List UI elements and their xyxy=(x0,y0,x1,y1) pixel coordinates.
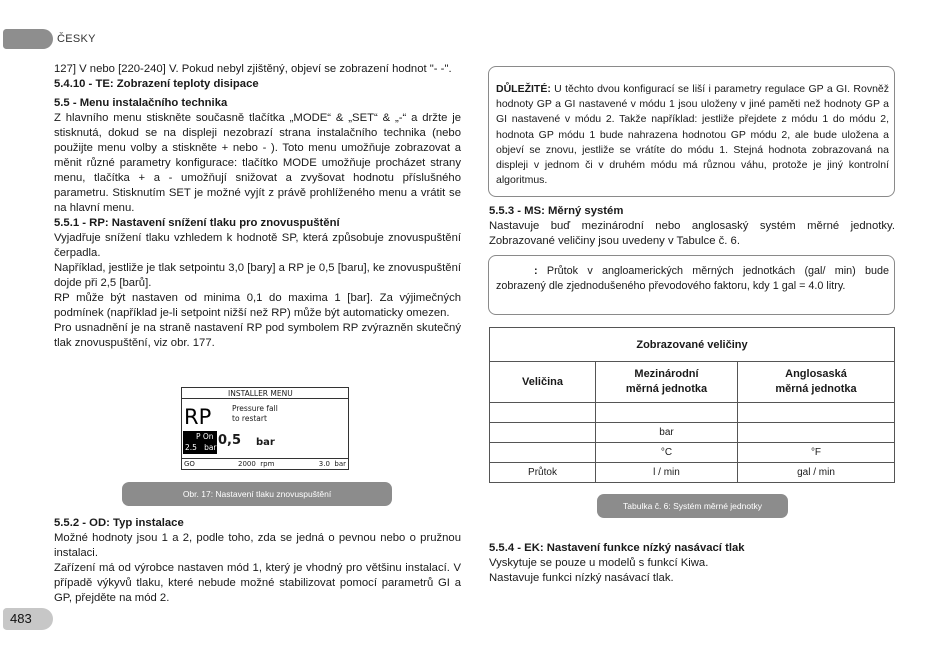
paragraph-5-5-1-a: Vyjadřuje snížení tlaku vzhledem k hodnotě SP, která způsobuje znovuspuštění čerpadla. xyxy=(54,232,461,259)
table-cell: °C xyxy=(596,443,738,463)
flow-note-body: Průtok v angloamerických měrných jednotkách (gal/ min) bude zobrazený dle zjednodušeného převodového faktoru, kdy 1 gal = 4.0 litry. xyxy=(496,265,889,293)
language-label: ČESKY xyxy=(57,33,96,45)
display-restart-pressure xyxy=(183,431,217,454)
table-header-anglo-line-1: Anglosaská xyxy=(785,368,847,380)
language-tab xyxy=(3,29,53,49)
important-note-text xyxy=(496,82,889,188)
paragraph-5-5-4-a: Vyskytuje se pouze u modelů s funkcí Kiwa. xyxy=(489,557,709,569)
display-title: INSTALLER MENU xyxy=(182,388,348,399)
paragraph-5-5-3: Nastavuje buď mezinárodní nebo anglosaský systém měrné jednotky. Zobrazované veličiny jsou uvedeny v Tabulce č. 6. xyxy=(489,220,895,247)
paragraph-5-5: Z hlavního menu stiskněte současně tlačítka „MODE“ & „SET“ & „-“ a držte je stisknutá, dokud se na displeji nezobrazí strana instalačního technika (nebo použijte menu volby a stiskněte + nebo - ). Toto menu umožňuje zobrazovat a měnit různé parametry konfigurace: tlačítko MODE umožňuje procházet strany menu, tlačítka + a - umožňují snižovat a zvyšovat hodnotu příslušného parametru. Stisknutím SET je možné vyjít z právě prohlíženého menu a vrátit se na hlavní menu. xyxy=(54,112,461,214)
heading-5-5-2: 5.5.2 - OD: Typ instalace xyxy=(54,517,184,529)
units-table xyxy=(489,327,895,483)
table-cell: bar xyxy=(596,423,738,443)
paragraph-5-5-4-b: Nastavuje funkci nízký nasávací tlak. xyxy=(489,572,674,584)
display-unit: bar xyxy=(256,437,275,448)
left-column-bottom xyxy=(54,516,461,606)
table-cell: Průtok xyxy=(490,463,596,483)
page-number: 483 xyxy=(10,611,32,626)
table-row xyxy=(490,463,895,483)
table-row xyxy=(490,403,895,423)
important-note-box xyxy=(488,66,895,197)
heading-5-5: 5.5 - Menu instalačního technika xyxy=(54,97,228,109)
table-cell xyxy=(738,423,895,443)
right-column-mid xyxy=(489,204,895,249)
heading-5-5-3: 5.5.3 - MS: Měrný systém xyxy=(489,205,624,217)
figure-17-caption: Obr. 17: Nastavení tlaku znovuspuštění xyxy=(122,482,392,506)
heading-5-5-4: 5.5.4 - EK: Nastavení funkce nízký nasávací tlak xyxy=(489,542,745,554)
display-status-left: GO xyxy=(184,460,195,468)
table-header-international xyxy=(596,362,738,403)
table-row xyxy=(490,423,895,443)
display-message-line-1: Pressure fall xyxy=(232,404,278,413)
table-row xyxy=(490,443,895,463)
table-cell: °F xyxy=(738,443,895,463)
display-message xyxy=(232,404,278,424)
table-header-anglo-line-2: měrná jednotka xyxy=(775,383,857,395)
intro-paragraph: 127] V nebo [220-240] V. Pokud nebyl zjištěný, objeví se zobrazení hodnot "- -". xyxy=(54,63,452,75)
display-status-mid: 2000 rpm xyxy=(238,460,275,468)
paragraph-5-5-1-d: Pro usnadnění je na straně nastavení RP pod symbolem RP zvýrazněn skutečný tlak znovuspuštění, viz obr. 177. xyxy=(54,322,461,349)
table-cell xyxy=(490,423,596,443)
table-cell xyxy=(596,403,738,423)
table-cell xyxy=(490,403,596,423)
table-cell xyxy=(738,403,895,423)
table-header-international-line-2: měrná jednotka xyxy=(625,383,708,395)
paragraph-5-5-1-b: Například, jestliže je tlak setpointu 3,0 [bary] a RP je 0,5 [baru], ke znovuspuštění dojde při 2,5 [barů]. xyxy=(54,262,461,289)
heading-5-5-1: 5.5.1 - RP: Nastavení snížení tlaku pro znovuspuštění xyxy=(54,217,340,229)
paragraph-5-5-2-b: Zařízení má od výrobce nastaven mód 1, který je vhodný pro většinu instalací. V případě výkyvů tlaku, které nebude možné stabilizovat pomocí parametrů GI a GP, přejděte na mód 2. xyxy=(54,562,461,604)
table-header-anglo xyxy=(738,362,895,403)
table-cell: l / min xyxy=(596,463,738,483)
display-status-bar xyxy=(182,458,348,469)
flow-note-box xyxy=(488,255,895,315)
table-header-international-line-1: Mezinárodní xyxy=(634,368,699,380)
display-message-line-2: to restart xyxy=(232,414,267,423)
table-cell xyxy=(490,443,596,463)
installer-menu-display xyxy=(181,387,349,470)
display-value: 0,5 xyxy=(218,433,242,448)
table-cell: gal / min xyxy=(738,463,895,483)
display-status-right: 3.0 bar xyxy=(318,460,346,468)
table-title: Zobrazované veličiny xyxy=(490,328,895,362)
heading-5-4-10: 5.4.10 - TE: Zobrazení teploty disipace xyxy=(54,78,259,90)
flow-note-text xyxy=(496,264,889,294)
display-parameter-code: RP xyxy=(184,405,212,429)
left-column xyxy=(54,62,461,351)
right-column-bottom xyxy=(489,541,895,586)
paragraph-5-5-2-a: Možné hodnoty jsou 1 a 2, podle toho, zda se jedná o pevnou nebo o pružnou instalaci. xyxy=(54,532,461,559)
display-inv-line-1: P On xyxy=(196,432,214,441)
table-header-quantity: Veličina xyxy=(490,362,596,403)
flow-note-label: : xyxy=(534,265,538,277)
important-note-label: DŮLEŽITÉ: xyxy=(496,83,551,95)
important-note-body: U těchto dvou konfigurací se liší i parametry regulace GP a GI. Rovněž hodnoty GP a GI nastavené v módu 1 jsou uloženy v jiné paměti než hodnoty GP a GI nastavené v módu 2. Takže například: jestliže přejdete z módu 1 do módu 2, hodnota GP módu 1 bude nahrazena hodnotou GP módu 2, ale bude uložena a objeví se znovu, jestliže se vrátíte do módu 1. Stejná hodnota zobrazovaná na displeji v jednom či v druhém módu má různou váhu, protože je jiný kontrolní algoritmus. xyxy=(496,83,889,187)
table-6-caption: Tabulka č. 6: Systém měrné jednotky xyxy=(597,494,788,518)
paragraph-5-5-1-c: RP může být nastaven od minima 0,1 do maxima 1 [bar]. Za výjimečných podmínek (například je-li setpoint nižší než RP) může být automaticky omezen. xyxy=(54,292,461,319)
display-inv-line-2: 2.5 bar xyxy=(185,443,217,452)
